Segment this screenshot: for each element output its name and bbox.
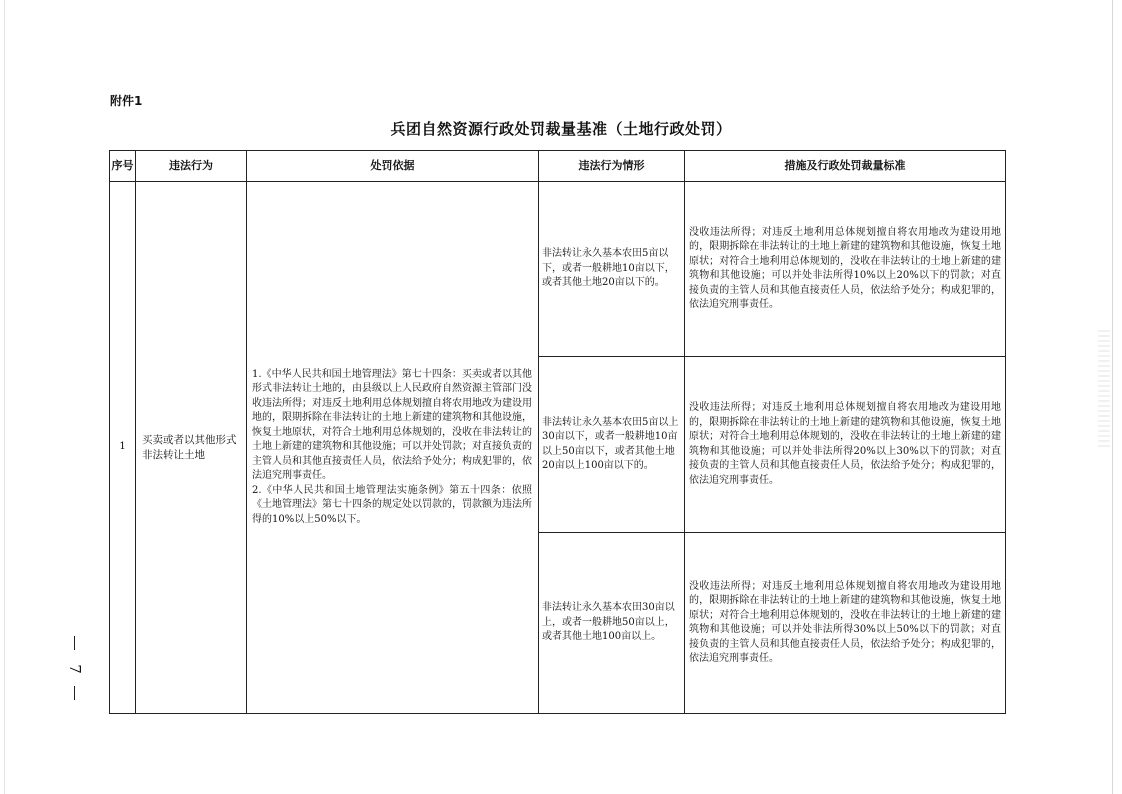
page-number-dash-top bbox=[74, 636, 75, 650]
penalty-standard-table bbox=[109, 150, 1006, 714]
tier-1-circumstance: 非法转让永久基本农田5亩以下，或者一般耕地10亩以下，或者其他土地20亩以下的。 bbox=[539, 182, 685, 357]
table-row bbox=[110, 182, 1006, 357]
header-act: 违法行为 bbox=[136, 151, 247, 182]
tier-2-circumstance: 非法转让永久基本农田5亩以上30亩以下，或者一般耕地10亩以上50亩以下，或者其他土地20亩以上100亩以下的。 bbox=[539, 357, 685, 533]
scan-artifact bbox=[1098, 330, 1110, 450]
page-number-dash-bottom bbox=[74, 686, 75, 700]
header-circumstance: 违法行为情形 bbox=[539, 151, 685, 182]
tier-3-standard: 没收违法所得；对违反土地利用总体规划擅自将农用地改为建设用地的，限期拆除在非法转让的土地上新建的建筑物和其他设施，恢复土地原状；对符合土地利用总体规划的，没收在非法转让的土地上新建的建筑物和其他设施；可以并处非法所得30%以上50%以下的罚款；对直接负责的主管人员和其他直接责任人员，依法给予处分；构成犯罪的，依法追究刑事责任。 bbox=[685, 533, 1006, 714]
row-seq: 1 bbox=[110, 182, 136, 714]
basis-paragraph-2: 2.《中华人民共和国土地管理法实施条例》第五十四条：依照《土地管理法》第七十四条的规定处以罚款的，罚款额为违法所得的10%以上50%以下。 bbox=[252, 484, 532, 525]
row-violation-act: 买卖或者以其他形式非法转让土地 bbox=[136, 182, 247, 714]
tier-3-circumstance: 非法转让永久基本农田30亩以上，或者一般耕地50亩以上，或者其他土地100亩以上。 bbox=[539, 533, 685, 714]
header-standard: 措施及行政处罚裁量标准 bbox=[685, 151, 1006, 182]
attachment-label: 附件1 bbox=[110, 94, 143, 108]
tier-2-standard: 没收违法所得；对违反土地利用总体规划擅自将农用地改为建设用地的，限期拆除在非法转让的土地上新建的建筑物和其他设施，恢复土地原状；对符合土地利用总体规划的，没收在非法转让的土地上新建的建筑物和其他设施；可以并处非法所得20%以上30%以下的罚款；对直接负责的主管人员和其他直接责任人员，依法给予处分；构成犯罪的，依法追究刑事责任。 bbox=[685, 357, 1006, 533]
page-number bbox=[60, 628, 90, 708]
basis-paragraph-1: 1.《中华人民共和国土地管理法》第七十四条：买卖或者以其他形式非法转让土地的，由县级以上人民政府自然资源主管部门没收违法所得；对违反土地利用总体规划擅自将农用地改为建设用地的，限期拆除在非法转让的土地上新建的建筑物和其他设施，恢复土地原状，对符合土地利用总体规划的，没收在非法转让的土地上新建的建筑物和其他设施；可以并处罚款；对直接负责的主管人员和其他直接责任人员，依法给予处分；构成犯罪的，依法追究刑事责任。 bbox=[252, 368, 532, 482]
table-header-row bbox=[110, 151, 1006, 182]
page-number-value: 7 bbox=[66, 664, 84, 674]
tier-1-standard: 没收违法所得；对违反土地利用总体规划擅自将农用地改为建设用地的，限期拆除在非法转让的土地上新建的建筑物和其他设施，恢复土地原状；对符合土地利用总体规划的，没收在非法转让的土地上新建的建筑物和其他设施；可以并处非法所得10%以上20%以下的罚款；对直接负责的主管人员和其他直接责任人员，依法给予处分；构成犯罪的，依法追究刑事责任。 bbox=[685, 182, 1006, 357]
header-seq: 序号 bbox=[110, 151, 136, 182]
document-title: 兵团自然资源行政处罚裁量基准（土地行政处罚） bbox=[390, 120, 732, 138]
header-basis: 处罚依据 bbox=[247, 151, 539, 182]
row-penalty-basis bbox=[247, 182, 539, 714]
